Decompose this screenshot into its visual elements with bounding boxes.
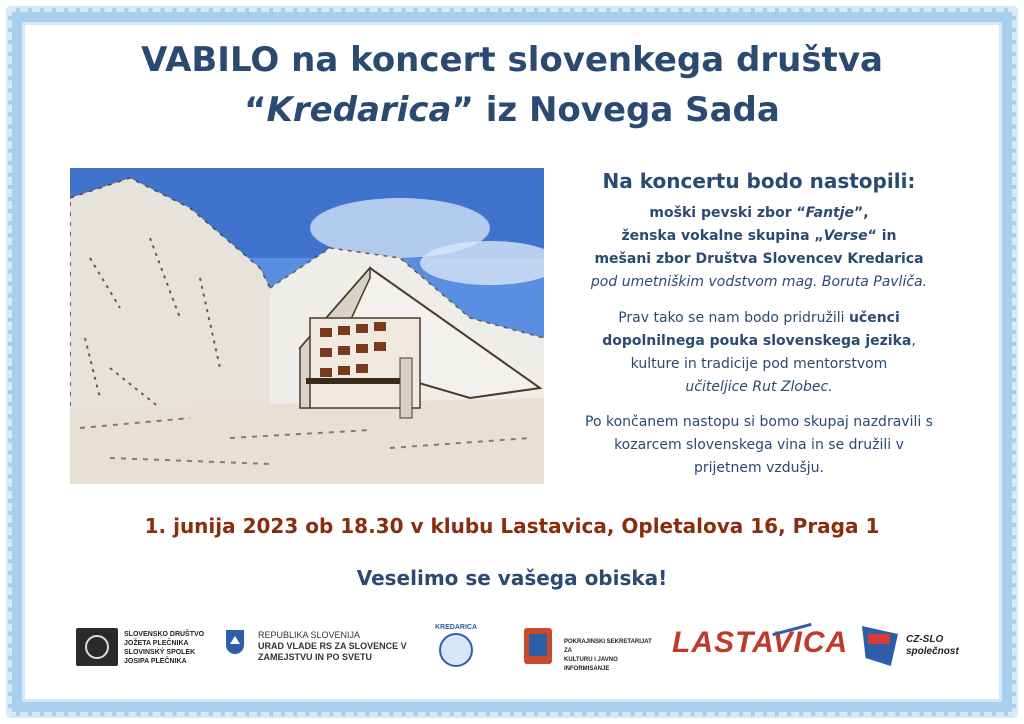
- vojvodina-coat-icon: [524, 628, 552, 664]
- mountain-hut-photo: [70, 168, 544, 484]
- choir-fantje: moški pevski zbor “Fantje”,: [649, 205, 869, 221]
- choir-kredarica: mešani zbor Društva Slovencev Kredarica: [594, 251, 924, 267]
- plecnik-emblem-icon: [76, 628, 118, 666]
- performers-section: [553, 168, 965, 194]
- slovenia-coat-icon: [226, 630, 244, 654]
- pokrajina-logo: POKRAJINSKI SEKRETARIJAT ZA KULTURU I JAVNO INFORMISANJE: [524, 628, 654, 668]
- plecnik-society-logo: SLOVENSKO DRUŠTVO JOŽETA PLEČNIKA SLOVINSKÝ SPOLEK JOSIPA PLEČNIKA: [76, 628, 236, 668]
- event-date-location: 1. junija 2023 ob 18.30 v klubu Lastavica, Opletalova 16, Praga 1: [144, 514, 880, 538]
- page-title-line1: VABILO na koncert slovenkega društva: [141, 40, 883, 80]
- cz-slo-emblem-icon: [862, 626, 898, 666]
- after-concert-paragraph: Po končanem nastopu si bomo skupaj nazdravili s kozarcem slovenskega vina in se družili v prijetnem vzdušju.: [585, 414, 933, 476]
- page-title-line2: “Kredarica” iz Novega Sada: [244, 90, 780, 130]
- choir-verse: ženska vokalne skupina „Verse“ in: [621, 228, 897, 244]
- choir-list: [553, 202, 965, 294]
- cz-slo-logo: CZ-SLO společnost: [862, 626, 972, 670]
- choir-leader: pod umetniškim vodstvom mag. Boruta Pavliča.: [590, 274, 928, 290]
- welcome-text: Veselimo se vašega obiska!: [356, 566, 668, 590]
- society-name: Kredarica: [266, 90, 452, 130]
- kredarica-logo: KREDARICA: [430, 624, 482, 670]
- lastavica-logo: LASTAVICA: [672, 626, 822, 670]
- mountain-emblem-icon: [439, 633, 473, 667]
- gov-office-logo: REPUBLIKA SLOVENIJA URAD VLADE RS ZA SLOVENCE V ZAMEJSTVU IN PO SVETU: [226, 630, 416, 668]
- students-paragraph: Prav tako se nam bodo pridružili učenci dopolnilnega pouka slovenskega jezika, kulture in tradicije pod mentorstvom učiteljice Rut Zlobec.: [602, 310, 916, 395]
- performers-heading: Na koncertu bodo nastopili:: [602, 169, 916, 193]
